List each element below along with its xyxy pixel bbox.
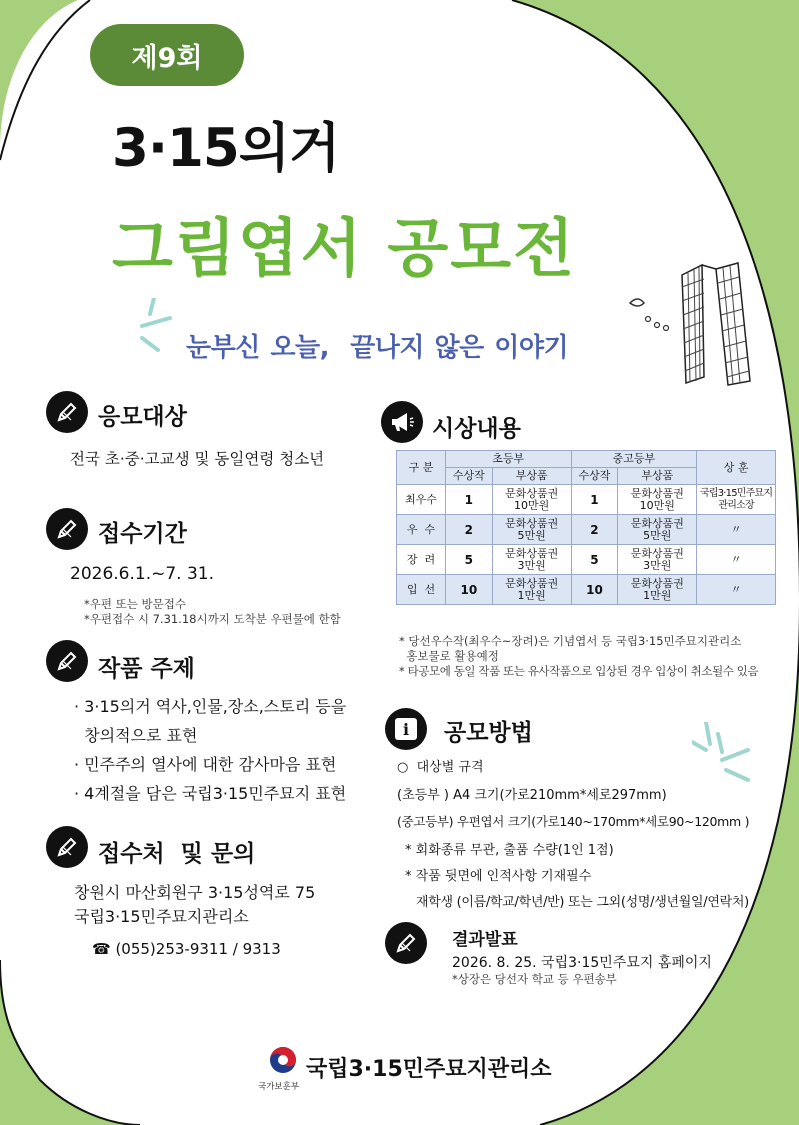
list-item: 창의적으로 표현	[74, 726, 198, 745]
method-line: ○ 대상별 규격	[397, 760, 484, 775]
row-count: 10	[445, 575, 492, 605]
page-title-line2: 그림엽서 공모전	[112, 212, 576, 285]
eligibility-text: 전국 초·중·고교생 및 동일연령 청소년	[70, 450, 325, 468]
header-award: 상 훈	[697, 451, 776, 485]
table-row	[397, 575, 776, 605]
row-prize: 문화상품권 3만원	[492, 545, 571, 575]
table-row	[397, 515, 776, 545]
header-elementary: 초등부	[445, 451, 571, 468]
page-title-line1: 3·15의거	[112, 118, 340, 179]
megaphone-icon	[381, 401, 423, 443]
period-title: 접수기간	[98, 521, 187, 547]
row-count: 1	[571, 485, 618, 515]
info-icon: i	[385, 708, 427, 750]
pencil-icon	[46, 508, 88, 550]
header-middle-high: 중고등부	[571, 451, 697, 468]
sparkle-decoration	[128, 298, 188, 358]
row-name: 최우수	[397, 485, 446, 515]
awards-title: 시상내용	[432, 416, 521, 442]
row-count: 1	[445, 485, 492, 515]
row-count: 2	[571, 515, 618, 545]
awards-table	[396, 450, 776, 605]
row-prize: 문화상품권 10만원	[618, 485, 697, 515]
list-item: · 민주주의 열사에 대한 감사마음 표현	[74, 755, 337, 774]
result-title: 결과발표	[452, 930, 518, 950]
contact-title: 접수처 및 문의	[98, 841, 256, 867]
contact-address: 창원시 마산회원구 3·15성역로 75	[74, 883, 316, 902]
row-name: 입 선	[397, 575, 446, 605]
method-line: (초등부 ) A4 크기(가로210mm*세로297mm)	[397, 788, 667, 803]
awards-note: * 당선우수작(최우수~장려)은 기념엽서 등 국립3·15민주묘지관리소	[399, 634, 742, 648]
row-prize: 문화상품권 1만원	[618, 575, 697, 605]
ministry-emblem-icon	[268, 1045, 298, 1075]
pencil-icon	[385, 922, 427, 964]
header-prize: 부상품	[618, 468, 697, 485]
awards-note: 홍보물로 활용예정	[399, 649, 499, 663]
row-count: 2	[445, 515, 492, 545]
period-note: *우편접수 시 7.31.18시까지 도착분 우편물에 한함	[84, 612, 341, 626]
result-text: 2026. 8. 25. 국립3·15민주묘지 홈페이지	[452, 955, 712, 971]
awards-note: * 타공모에 동일 작품 또는 유사작품으로 입상된 경우 입상이 취소될수 있음	[399, 664, 759, 678]
list-item: · 4계절을 담은 국립3·15민주묘지 표현	[74, 784, 347, 803]
row-prize: 문화상품권 5만원	[618, 515, 697, 545]
header-count: 수상작	[445, 468, 492, 485]
pencil-icon	[46, 826, 88, 868]
theme-title: 작품 주제	[98, 656, 195, 682]
period-note: *우편 또는 방문접수	[84, 597, 186, 611]
period-text: 2026.6.1.~7. 31.	[70, 564, 215, 584]
row-award: 〃	[697, 515, 776, 545]
eligibility-title: 응모대상	[98, 404, 187, 430]
table-row	[397, 485, 776, 515]
header-category: 구 분	[397, 451, 446, 485]
contact-org: 국립3·15민주묘지관리소	[74, 907, 249, 926]
subtitle: 눈부신 오늘, 끝나지 않은 이야기	[186, 333, 569, 363]
row-prize: 문화상품권 3만원	[618, 545, 697, 575]
row-count: 5	[445, 545, 492, 575]
method-line: (중고등부) 우편엽서 크기(가로140~170mm*세로90~120mm )	[397, 814, 750, 829]
method-line: 재학생 (이름/학교/학년/반) 또는 그외(성명/생년월일/연락처)	[416, 895, 749, 910]
row-prize: 문화상품권 5만원	[492, 515, 571, 545]
method-line: * 회화종류 무관, 출품 수량(1인 1점)	[405, 843, 614, 858]
row-name: 우 수	[397, 515, 446, 545]
header-count: 수상작	[571, 468, 618, 485]
header-prize: 부상품	[492, 468, 571, 485]
row-count: 5	[571, 545, 618, 575]
row-award: 국립3·15민주묘지 관리소장	[697, 485, 776, 515]
monument-icon	[620, 255, 770, 395]
pencil-icon	[46, 391, 88, 433]
method-title: 공모방법	[444, 720, 533, 746]
method-line: * 작품 뒷면에 인적사항 기재필수	[405, 869, 592, 884]
contact-phone: ☎ (055)253-9311 / 9313	[92, 940, 281, 958]
table-row	[397, 545, 776, 575]
row-award: 〃	[697, 575, 776, 605]
row-count: 10	[571, 575, 618, 605]
ministry-name: 국가보훈부	[258, 1082, 300, 1092]
row-name: 장 려	[397, 545, 446, 575]
theme-list	[74, 692, 346, 808]
edition-badge: 제9회	[90, 24, 244, 86]
row-award: 〃	[697, 545, 776, 575]
footer-org: 국립3·15민주묘지관리소	[306, 1057, 552, 1082]
row-prize: 문화상품권 1만원	[492, 575, 571, 605]
sparkle-decoration-2	[692, 722, 756, 784]
result-note: *상장은 당선자 학교 등 우편송부	[452, 972, 617, 986]
pencil-icon	[46, 640, 88, 682]
row-prize: 문화상품권 10만원	[492, 485, 571, 515]
list-item: · 3·15의거 역사,인물,장소,스토리 등을	[74, 697, 347, 716]
